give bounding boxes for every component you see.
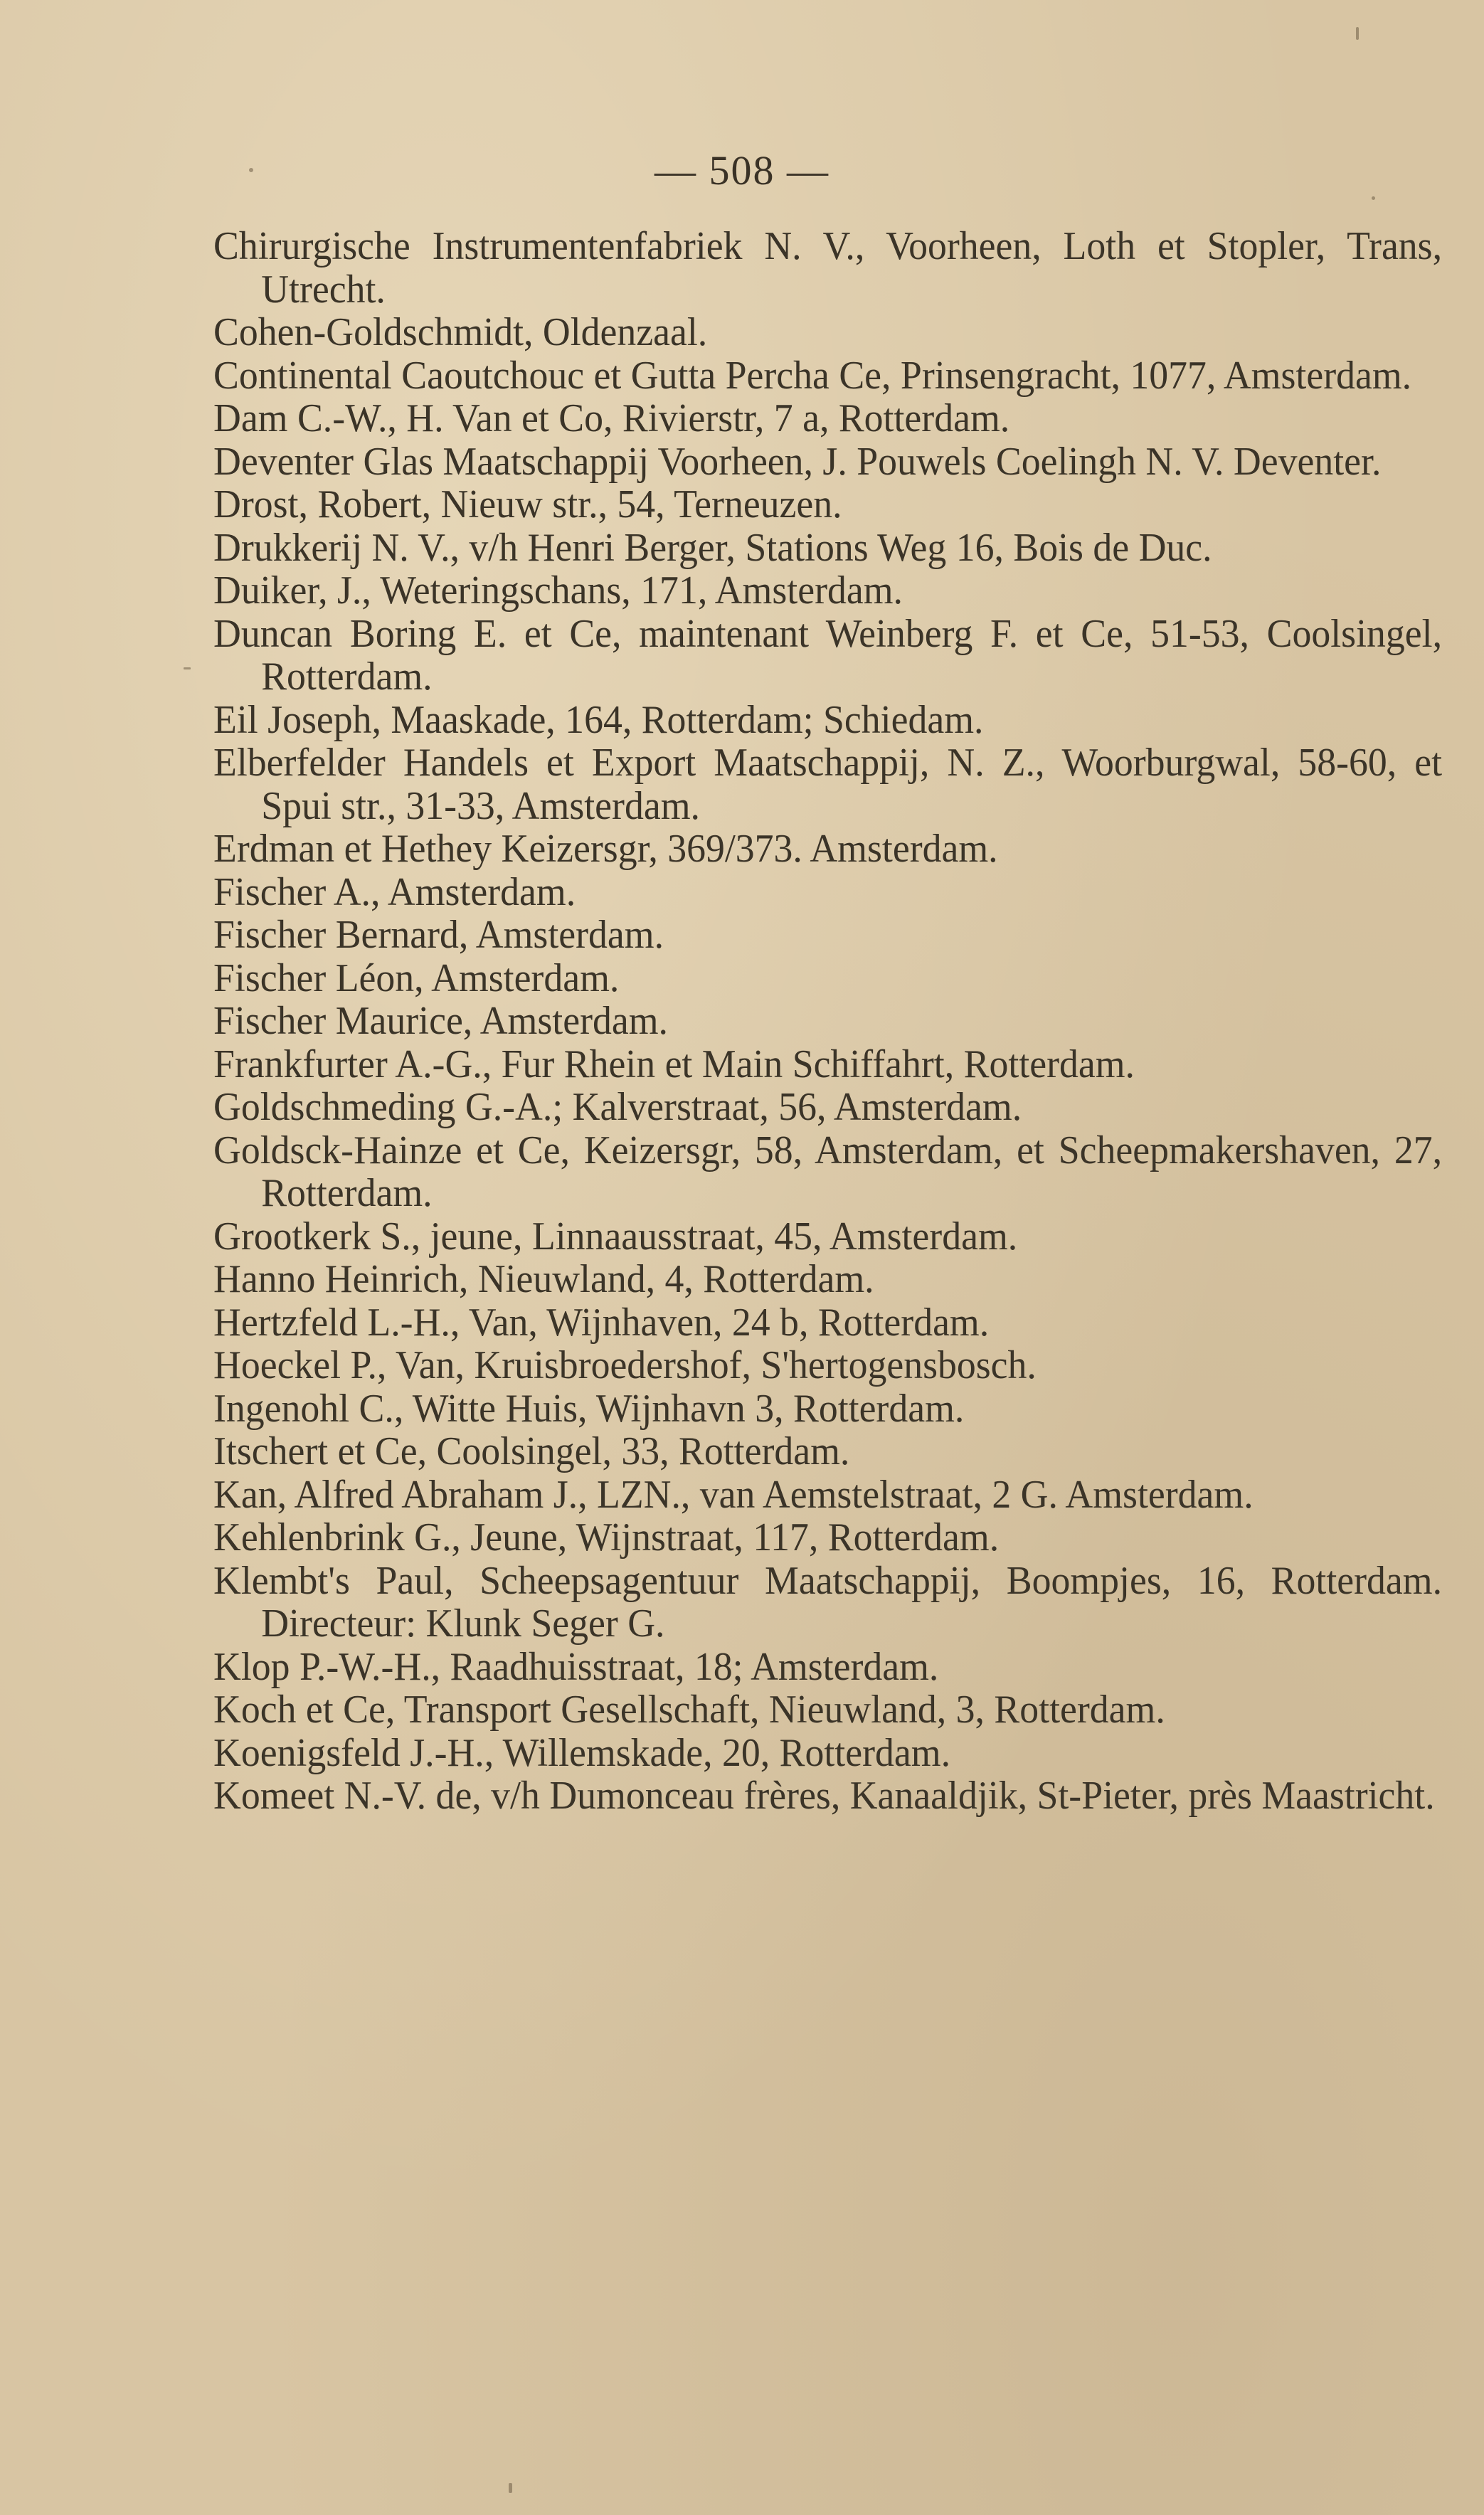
directory-entry: Grootkerk S., jeune, Linnaausstraat, 45, Amsterdam. bbox=[213, 1214, 1018, 1259]
directory-entry: Hertzfeld L.-H., Van, Wijnhaven, 24 b, Rotterdam. bbox=[213, 1300, 990, 1345]
directory-entry: Goldsck-Hainze et Ce, Keizersgr, 58, Amsterdam, et Scheepmakershaven, 27, Rotterdam. bbox=[213, 1128, 1443, 1215]
paper-speck bbox=[1372, 196, 1375, 200]
directory-entry: Koch et Ce, Transport Gesellschaft, Nieuwland, 3, Rotterdam. bbox=[213, 1688, 1165, 1732]
directory-entry: Fischer Léon, Amsterdam. bbox=[213, 955, 620, 1000]
directory-entry: Itschert et Ce, Coolsingel, 33, Rotterdam. bbox=[213, 1429, 850, 1473]
directory-entry: Continental Caoutchouc et Gutta Percha Ce, Prinsengracht, 1077, Amsterdam. bbox=[213, 353, 1412, 398]
directory-entry: Ingenohl C., Witte Huis, Wijnhavn 3, Rotterdam. bbox=[213, 1386, 965, 1431]
directory-entry: Koenigsfeld J.-H., Willemskade, 20, Rotterdam. bbox=[213, 1730, 951, 1775]
directory-entry: Hoeckel P., Van, Kruisbroedershof, S'hertogensbosch. bbox=[213, 1343, 1037, 1387]
directory-entry: Eil Joseph, Maaskade, 164, Rotterdam; Schiedam. bbox=[213, 697, 984, 742]
directory-entry: Drost, Robert, Nieuw str., 54, Terneuzen. bbox=[213, 482, 842, 526]
directory-entry: Kan, Alfred Abraham J., LZN., van Aemstelstraat, 2 G. Amsterdam. bbox=[213, 1472, 1254, 1517]
directory-entry: Duiker, J., Weteringschans, 171, Amsterdam. bbox=[213, 568, 903, 613]
directory-entry: Drukkerij N. V., v/h Henri Berger, Stations Weg 16, Bois de Duc. bbox=[213, 525, 1212, 570]
page-number: — 508 — bbox=[654, 147, 830, 194]
directory-entry: Elberfelder Handels et Export Maatschappij, N. Z., Woorburgwal, 58-60, et Spui str., 31-33, Amsterdam. bbox=[213, 741, 1443, 828]
directory-entry: Fischer Bernard, Amsterdam. bbox=[213, 913, 664, 957]
directory-entry: Frankfurter A.-G., Fur Rhein et Main Schiffahrt, Rotterdam. bbox=[213, 1042, 1135, 1086]
directory-entry: Klembt's Paul, Scheepsagentuur Maatschappij, Boompjes, 16, Rotterdam. Directeur: Klunk Seger G. bbox=[213, 1558, 1443, 1646]
paper-speck bbox=[1356, 27, 1359, 40]
directory-entry: Komeet N.-V. de, v/h Dumonceau frères, Kanaaldjik, St-Pieter, près Maastricht. bbox=[213, 1774, 1435, 1818]
directory-entry: Cohen-Goldschmidt, Oldenzaal. bbox=[213, 310, 708, 354]
directory-entry: Erdman et Hethey Keizersgr, 369/373. Amsterdam. bbox=[213, 827, 998, 871]
directory-list bbox=[213, 224, 1443, 1818]
directory-entry: Dam C.-W., H. Van et Co, Rivierstr, 7 a, Rotterdam. bbox=[213, 396, 1010, 440]
directory-entry: Goldschmeding G.-A.; Kalverstraat, 56, Amsterdam. bbox=[213, 1085, 1022, 1129]
paper-speck bbox=[184, 667, 191, 669]
directory-entry: Kehlenbrink G., Jeune, Wijnstraat, 117, Rotterdam. bbox=[213, 1515, 1000, 1560]
directory-entry: Hanno Heinrich, Nieuwland, 4, Rotterdam. bbox=[213, 1257, 874, 1301]
paper-speck bbox=[509, 2483, 512, 2493]
directory-entry: Fischer A., Amsterdam. bbox=[213, 869, 576, 914]
directory-entry: Fischer Maurice, Amsterdam. bbox=[213, 999, 668, 1043]
directory-entry: Deventer Glas Maatschappij Voorheen, J. Pouwels Coelingh N. V. Deventer. bbox=[213, 439, 1382, 484]
directory-entry: Duncan Boring E. et Ce, maintenant Weinberg F. et Ce, 51-53, Coolsingel, Rotterdam. bbox=[213, 611, 1443, 699]
directory-entry: Chirurgische Instrumentenfabriek N. V., Voorheen, Loth et Stopler, Trans, Utrecht. bbox=[213, 224, 1443, 312]
paper-speck bbox=[249, 168, 253, 172]
directory-entry: Klop P.-W.-H., Raadhuisstraat, 18; Amsterdam. bbox=[213, 1644, 939, 1689]
